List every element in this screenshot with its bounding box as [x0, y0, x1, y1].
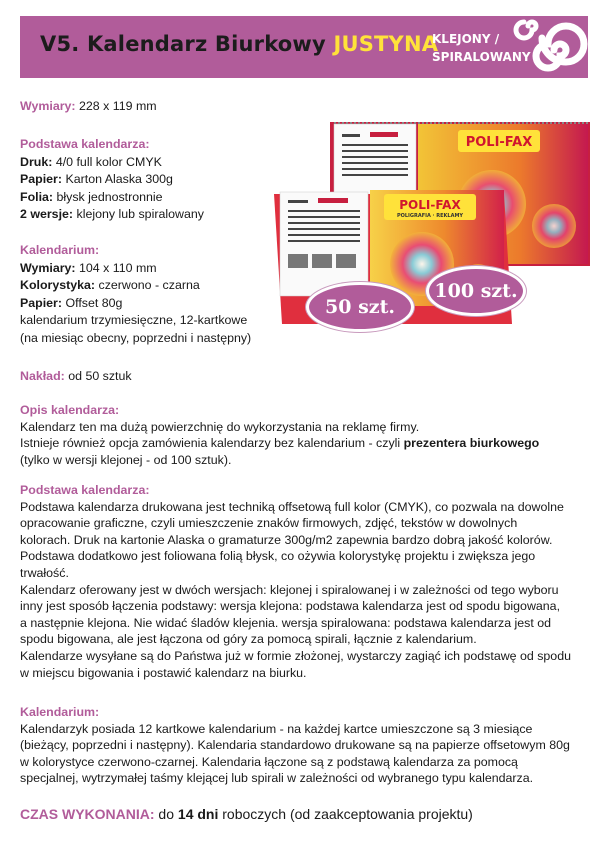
- specs-calendarium: [20, 242, 251, 348]
- paper-label: Papier:: [20, 172, 63, 187]
- cal-info-line-1: kalendarium trzymiesięczne, 12-kartkowe: [20, 313, 248, 328]
- cal-paper-row: [20, 295, 251, 313]
- cal-paper-value: Offset 80g: [65, 295, 123, 310]
- versions-value: klejony lub spiralowany: [76, 207, 204, 222]
- cal-dimensions-label: Wymiary:: [20, 260, 76, 275]
- production-time: [20, 806, 473, 822]
- subtitle-line-1: KLEJONY /: [432, 32, 500, 46]
- page-title: [40, 32, 438, 56]
- cal-dimensions-row: [20, 260, 251, 278]
- dimensions-value: 228 x 119 mm: [79, 99, 157, 113]
- production-time-label: CZAS WYKONANIA:: [20, 806, 155, 822]
- base-line: Kalendarz oferowany jest w dwóch wersjach: klejonej i spiralowanej i w zależności od tego wyboru: [20, 582, 559, 597]
- base-line: Kalendarze wysyłane są do Państwa już w formie złożonej, wystarczy zagiąć ich podstawę od spodu: [20, 648, 571, 663]
- header-banner: [20, 16, 588, 78]
- base-section: [20, 482, 571, 681]
- specs-dimensions: [20, 98, 157, 116]
- cal-paper-label: Papier:: [20, 295, 63, 310]
- versions-label: 2 wersje:: [20, 207, 74, 222]
- specs-quantity: [20, 368, 132, 386]
- description-section: [20, 402, 539, 468]
- badge-50-pieces: 50 szt.: [306, 282, 414, 332]
- base-heading: Podstawa kalendarza:: [20, 483, 150, 497]
- dimensions-label: Wymiary:: [20, 99, 76, 113]
- base-line: opracowanie graficzne, czyli umieszczenie znaków firmowych, zdjęć, tekstów w dowolnych: [20, 516, 518, 531]
- title-accent: JUSTYNA: [333, 32, 439, 56]
- description-heading: Opis kalendarza:: [20, 403, 120, 417]
- cal-color-label: Kolorystyka:: [20, 278, 96, 293]
- foil-label: Folia:: [20, 189, 54, 204]
- description-line-2-bold: prezentera biurkowego: [403, 436, 540, 451]
- base-line: inny jest sposób łączenia podstawy: wersja klejona: podstawa kalendarza jest od spodu bigowana,: [20, 599, 561, 614]
- back-brand-text: POLI-FAX: [465, 135, 533, 150]
- specs-base: [20, 136, 204, 224]
- base-spec-heading: Podstawa kalendarza:: [20, 137, 150, 151]
- cal-color-row: [20, 277, 251, 295]
- base-line: trwałość.: [20, 565, 69, 580]
- calendarium-section: [20, 704, 570, 787]
- production-time-post: roboczych (od zaakceptowania projektu): [218, 806, 473, 822]
- calendarium-line: Kalendarzyk posiada 12 kartkowe kalendarium - na każdej kartce umieszczone są 3 miesiące: [20, 721, 533, 736]
- cal-color-value: czerwono - czarna: [98, 278, 200, 293]
- paper-row: [20, 171, 204, 189]
- versions-row: [20, 206, 204, 224]
- swirl-decoration-icon: [510, 16, 588, 78]
- calendarium-spec-heading: Kalendarium:: [20, 243, 100, 257]
- cal-info-line-2: (na miesiąc obecny, poprzedni i następny): [20, 330, 252, 345]
- print-label: Druk:: [20, 154, 53, 169]
- subtitle-line-2: SPIRALOWANY: [432, 50, 531, 64]
- paper-value: Karton Alaska 300g: [65, 172, 173, 187]
- base-line: w miejscu bigowania i postawić kalendarz na biurku.: [20, 665, 307, 680]
- calendarium-heading: Kalendarium:: [20, 705, 100, 719]
- title-prefix: V5. Kalendarz Biurkowy: [40, 32, 326, 56]
- print-row: [20, 154, 204, 172]
- front-brand-subtext: POLIGRAFIA · REKLAMY: [396, 213, 464, 219]
- description-line-2: [20, 435, 539, 452]
- cal-dimensions-value: 104 x 110 mm: [79, 260, 157, 275]
- description-line-2-text: Istnieje również opcja zamówienia kalendarzy bez kalendarium - czyli: [20, 436, 404, 451]
- print-value: 4/0 full kolor CMYK: [55, 154, 162, 169]
- calendarium-line: (bieżący, poprzedni i następny). Kalendaria standardowo drukowane są na papierze offsetowym 80g: [20, 738, 570, 753]
- description-line-1: Kalendarz ten ma dużą powierzchnię do wykorzystania na reklamę firmy.: [20, 419, 420, 434]
- base-line: spodu bigowana, ale jest łączona od góry za pomocą spirali, łącznie z kalendarium.: [20, 632, 477, 647]
- badge-100-pieces: 100 szt.: [426, 266, 526, 316]
- description-line-3: (tylko w wersji klejonej - od 100 sztuk).: [20, 452, 232, 467]
- production-time-days: 14 dni: [177, 806, 219, 822]
- base-line: Podstawa kalendarza drukowana jest techniką offsetową full kolor (CMYK), co pozwala na dowolne: [20, 499, 564, 514]
- quantity-label: Nakład:: [20, 369, 65, 383]
- base-line: a następnie klejona. Nie widać śladów klejenia. wersja spiralowana: podstawa kalendarza jest od: [20, 615, 552, 630]
- front-brand-text: POLI-FAX: [399, 198, 461, 212]
- foil-row: [20, 189, 204, 207]
- calendarium-line: w kolorystyce czerwono-czarnej. Kalendaria łączone są z podstawą kalendarza za pomocą: [20, 754, 518, 769]
- quantity-value: od 50 sztuk: [68, 369, 132, 383]
- production-time-pre: do: [154, 806, 178, 822]
- foil-value: błysk jednostronnie: [56, 189, 163, 204]
- calendarium-line: specjalnej, wytrzymałej taśmy klejącej lub spirali w zależności od wybranego typu kalendarza.: [20, 771, 534, 786]
- base-line: Podstawa dodatkowo jest foliowana folią błysk, co ożywia kolorystykę projektu i zwiększa jego: [20, 549, 536, 564]
- base-line: kolorach. Druk na kartonie Alaska o gramaturze 300g/m2 zapewnia bardzo dobrą jakość kolorów.: [20, 532, 553, 547]
